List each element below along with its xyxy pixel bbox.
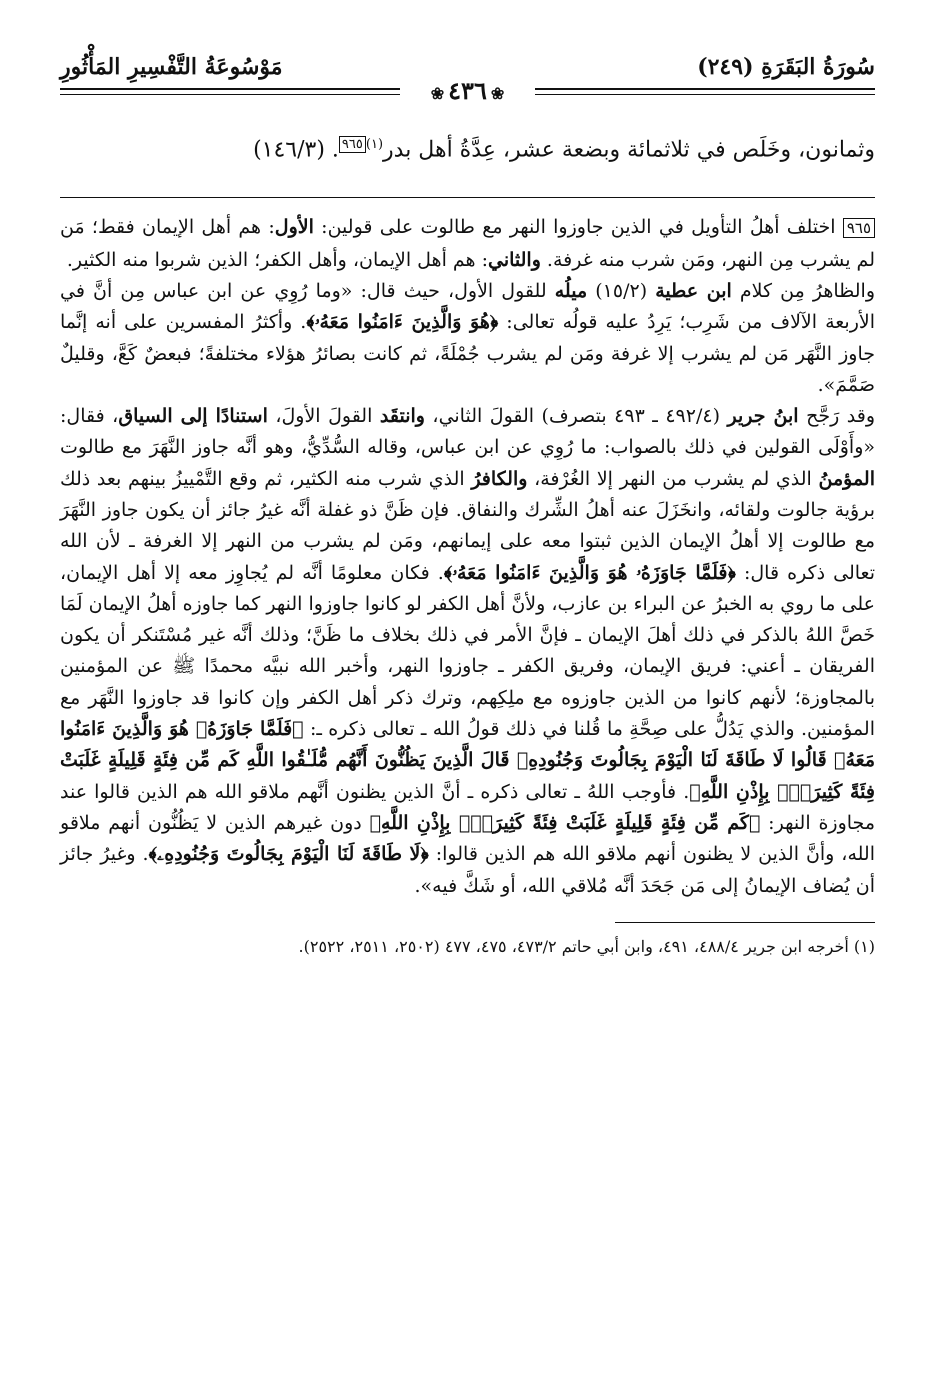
quran-verse: ﴿لَا طَاقَةَ لَنَا الْيَوْمَ بِجَالُوتَ وَجُنُودِهِۦ﴾: [148, 843, 429, 866]
volume-page-ref: . (١٤٦/٣): [253, 137, 339, 163]
commentary-ref-box: ٩٦٥: [339, 136, 366, 153]
ornament-icon: ❀: [490, 84, 505, 103]
footnote-marker: (١): [365, 137, 384, 152]
commentary-text: (١٥/٢): [587, 279, 656, 302]
footnote-separator: [615, 922, 875, 923]
commentary-paragraph-2: [60, 276, 875, 401]
footnote: (١) أخرجه ابن جرير ٤٨٨/٤، ٤٩١، وابن أبي حاتم ٤٧٣/٢، ٤٧٥، ٤٧٧ (٢٥٠٢، ٢٥١١، ٢٥٢٢).: [298, 936, 875, 956]
commentary-separator: [60, 197, 875, 198]
commentary-text: اختلف أهلُ التأويل في الذين جاوزوا النهر مع طالوت على قولين:: [313, 216, 843, 239]
surah-title: سُورَةُ البَقَرَةِ (٢٤٩): [697, 54, 875, 80]
page: [60, 48, 875, 1338]
commentary-bold: استنادًا إلى السياق: [118, 405, 268, 428]
commentary-text: . فكان معلومًا أنَّه لم يُجاوِز معه إلا أهل الإيمان، على ما روي به الخبرُ عن البراء بن عازب، ولأنَّ أهل الكفر لو كانوا جاوزوا النهر كما جاوزه أهلُ الإيمان لَمَا خَصَّ اللهُ بالذكر في ذلك أهلَ الإيمان ـ فإنَّ الأمر في ذلك بخلاف ما ظَنَّ؛ وذلك أنَّه غير مُسْتَنكر أن يكون الفريقان ـ أعني: فريق الإيمان، وفريق الكفر ـ جاوزوا النهر، وأخبر الله نبيَّه محمدًا ﷺ عن المؤمنين بالمجاوزة؛ لأنهم كانوا من الذين جاوزوه مع ملِكِهم، وترك ذكر أهل الكفر وإن كانوا قد جاوزوا النَّهَر مع المؤمنين. والذي يَدُلُّ على صِحَّةِ ما قُلنا في ذلك قولُ الله ـ تعالى ذكره ـ:: [60, 561, 875, 741]
commentary-bold: والكافرُ: [471, 467, 528, 490]
quran-verse: ﴿كَم مِّن فِئَةٍ قَلِيلَةٍ غَلَبَتْ فِئَةً كَثِيرَةًۢ بِإِذْنِ اللَّهِ﴾: [369, 811, 761, 834]
commentary-text: . وغيرُ جائز أن يُضاف الإيمانُ إلى مَن جَحَدَ أنَّه مُلاقي الله، أو شَكَّ فيه».: [60, 843, 875, 897]
quran-verse: ﴿فَلَمَّا جَاوَزَهُۥ هُوَ وَالَّذِينَ ءَامَنُوا مَعَهُۥ قَالُوا لَا طَاقَةَ لَنَا الْيَوْمَ بِجَالُوتَ وَجُنُودِهِۦ قَالَ الَّذِينَ يَظُنُّونَ أَنَّهُم مُّلَـٰقُوا اللَّهِ كَم مِّن فِئَةٍ قَلِيلَةٍ غَلَبَتْ فِئَةً كَثِيرَةًۢ بِإِذْنِ اللَّهِ﴾: [60, 718, 875, 803]
commentary-text: وقد رَجَّح: [798, 405, 875, 428]
commentary-bold: ميلُه: [554, 279, 588, 302]
commentary-text: : هم أهل الإيمان، وأهل الكفر؛ الذين شربوا منه الكثير.: [66, 248, 488, 271]
quran-verse: ﴿فَلَمَّا جَاوَزَهُۥ هُوَ وَالَّذِينَ ءَامَنُوا مَعَهُۥ﴾: [443, 561, 736, 584]
commentary-bold: والثاني: [488, 248, 541, 271]
commentary-text: ، فقال: «وأَوْلَى القولين في ذلك بالصواب: ما رُوِي عن ابن عباس، وقاله السُّدِّيُّ، وهو أنَّه جاوز النَّهَرَ مع طالوت: [60, 405, 875, 459]
commentary-text: دون غيرهم الذين لا يَظُنُّون أنهم ملاقو الله، وأنَّ الذين لا يظنون أنهم ملاقو الله هم الذين قالوا:: [60, 811, 875, 866]
page-number-block: [400, 76, 535, 105]
commentary-bold: ابن عطية: [655, 279, 732, 302]
book-title: مَوْسُوعَةُ التَّفْسِيرِ المَأْثُورِ: [60, 54, 283, 80]
commentary-bold: الأول: [274, 216, 314, 239]
commentary-number-box: ٩٦٥: [843, 218, 875, 238]
commentary-text: للقول الأول، حيث قال: «وما رُوِي عن ابن عباس مِن أنَّ في الأربعة الآلاف من شَرِب؛ يَرِدُ عليه قولُه تعالى:: [60, 279, 875, 334]
commentary-text: . وأكثرُ المفسرين على أنه إنَّما جاوز النَّهَر مَن لم يشرب إلا غرفة ومَن لم يشرب جُمْلَةً، ثم كانت بصائرُ هؤلاء مختلفةً؛ فبعضٌ كَعَّ، وقليلٌ صَمَّمَ».: [60, 311, 875, 396]
commentary-paragraph-1: [60, 212, 875, 276]
commentary-text: . فأوجب اللهُ ـ تعالى ذكره ـ أنَّ الذين يظنون أنَّهم ملاقو الله هم الذين قالوا عند مجاوزة النهر:: [60, 780, 875, 834]
commentary-text: الذي لم يشرب من النهر إلا الغُرْفة،: [527, 467, 819, 490]
main-text-body: وثمانون، وخَلَص في ثلاثمائة وبضعة عشر، عِدَّةُ أهل بدر: [383, 137, 875, 163]
ornament-icon: ❀: [430, 84, 445, 103]
commentary-bold: المؤمنُ: [818, 467, 875, 490]
running-header: [60, 48, 875, 106]
quran-verse: ﴿هُوَ وَالَّذِينَ ءَامَنُوا مَعَهُۥ﴾: [306, 311, 499, 334]
commentary-text: الذي شرب منه الكثير، ثم وقع التَّمْييزُ بينهم بعد ذلك برؤية جالوت ولقائه، وانخَزَلَ عنه أهلُ الشِّرك والنفاق. فإن ظَنَّ ذو غفلة أنَّه غيرُ جائز أن يكون جاوز النَّهَرَ مع طالوت إلا أهلُ الإيمان الذين ثبتوا معه على إيمانهم، ومَن لم يشرب من النهر إلا الغرفة ـ لأن الله تعالى ذكره قال:: [60, 467, 875, 584]
commentary-bold: وانتقَد: [379, 405, 425, 428]
commentary-bold: ابنُ جرير: [727, 405, 799, 428]
commentary-text: (٤٩٢/٤ ـ ٤٩٣ بتصرف) القولَ الثاني،: [424, 405, 728, 428]
commentary-text: والظاهرُ مِن كلام: [731, 279, 876, 302]
commentary-paragraph-3: [60, 401, 875, 902]
commentary-block: [60, 212, 875, 902]
commentary-text: القولَ الأولَ،: [267, 405, 380, 428]
header-rule-left: [60, 88, 400, 95]
main-text: [60, 128, 875, 167]
page-number: ٤٣٦: [448, 76, 487, 105]
commentary-text: : هم أهل الإيمان فقط؛ مَن لم يشرب مِن النهر، ومَن شرب منه غرفة.: [60, 216, 875, 271]
header-rule-right: [535, 88, 875, 95]
